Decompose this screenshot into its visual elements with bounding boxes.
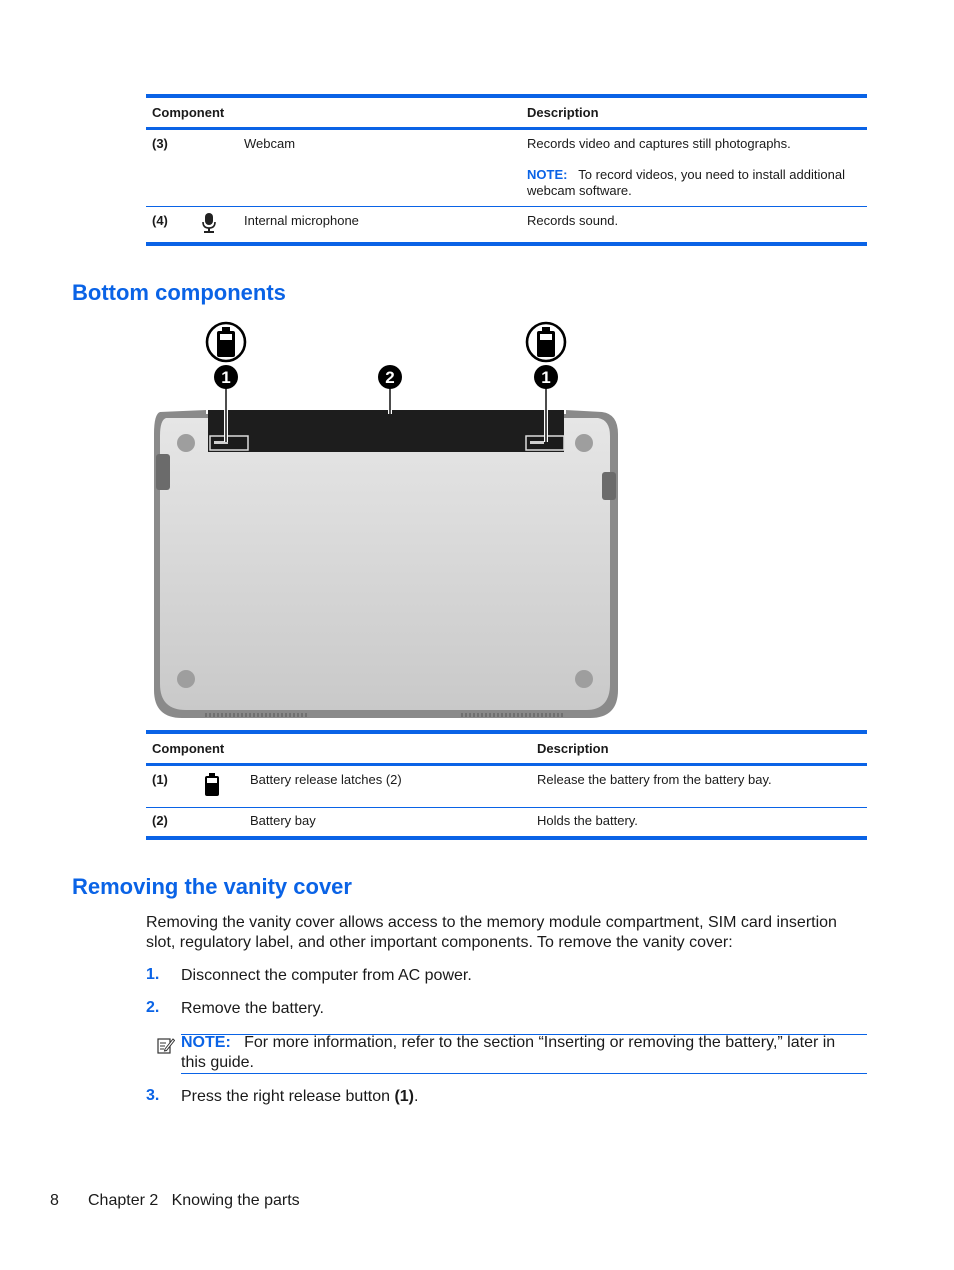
laptop-body-panel <box>160 418 610 710</box>
table1-header-rule <box>146 127 867 130</box>
table2-row1-description: Release the battery from the battery bay. <box>537 772 772 787</box>
battery-icon <box>204 773 220 802</box>
step-3-text-after: . <box>414 1088 419 1105</box>
step-3-text <box>181 1087 418 1107</box>
svg-text:1: 1 <box>221 368 231 387</box>
table1-row3-number: (3) <box>152 136 168 151</box>
callout-1-right <box>534 365 558 389</box>
table2-row2-description: Holds the battery. <box>537 813 638 828</box>
table2-header-rule <box>146 763 867 766</box>
table1-row-divider <box>146 206 867 207</box>
step-1-number: 1. <box>146 966 160 983</box>
callout-2 <box>378 365 402 389</box>
table2-row1-number: (1) <box>152 772 168 787</box>
table2-row2-name: Battery bay <box>250 813 316 828</box>
step-2-text: Remove the battery. <box>181 1000 324 1017</box>
section-heading-bottom-components: Bottom components <box>72 280 286 305</box>
step-2-number: 2. <box>146 999 160 1016</box>
battery-release-latch-left <box>210 436 248 450</box>
table1-top-rule <box>146 94 867 98</box>
chapter-title: Chapter 2 Knowing the parts <box>88 1192 300 1209</box>
table1-header-description: Description <box>527 105 599 120</box>
table2-top-rule <box>146 730 867 734</box>
callout-1-left <box>214 365 238 389</box>
note-text: For more information, refer to the section “Inserting or removing the battery,” later in this guide. <box>181 1034 836 1071</box>
svg-text:2: 2 <box>385 368 395 387</box>
battery-bay <box>208 410 564 452</box>
table2-bottom-rule <box>146 836 867 840</box>
section-heading-removing-vanity-cover: Removing the vanity cover <box>72 874 352 899</box>
table1-row4-number: (4) <box>152 213 168 228</box>
table1-header-component: Component <box>152 105 225 120</box>
step-1-text: Disconnect the computer from AC power. <box>181 967 472 984</box>
step-3-text-before: Press the right release button <box>181 1088 395 1105</box>
note-paragraph <box>181 1033 856 1072</box>
table2-row-divider <box>146 807 867 808</box>
note-bottom-rule <box>181 1073 867 1074</box>
step-3-number: 3. <box>146 1087 160 1104</box>
page-number: 8 <box>50 1192 59 1209</box>
table1-bottom-rule <box>146 242 867 246</box>
note-label: NOTE: <box>527 167 568 182</box>
table1-row4-name: Internal microphone <box>244 213 359 228</box>
table2-row2-number: (2) <box>152 813 168 828</box>
table2-row1-name: Battery release latches (2) <box>250 772 402 787</box>
note-text: To record videos, you need to install additional webcam software. <box>527 167 845 198</box>
table2-header-description: Description <box>537 741 609 756</box>
table1-row4-description: Records sound. <box>527 213 619 228</box>
step-3-text-bold: (1) <box>394 1088 415 1105</box>
intro-paragraph: Removing the vanity cover allows access to the memory module compartment, SIM card insertion slot, regulatory label, and other important components. To remove the vanity cover: <box>146 914 837 951</box>
svg-text:1: 1 <box>541 368 551 387</box>
microphone-icon <box>201 212 217 239</box>
battery-icon <box>527 323 565 361</box>
bottom-components-figure <box>146 318 626 727</box>
battery-icon <box>207 323 245 361</box>
note-icon <box>157 1036 175 1059</box>
note-label: NOTE: <box>181 1034 231 1051</box>
table2-header-component: Component <box>152 741 225 756</box>
table1-row3-description: Records video and captures still photographs. <box>527 136 791 151</box>
table1-row3-name: Webcam <box>244 136 296 151</box>
table1-row3-note <box>527 167 857 199</box>
